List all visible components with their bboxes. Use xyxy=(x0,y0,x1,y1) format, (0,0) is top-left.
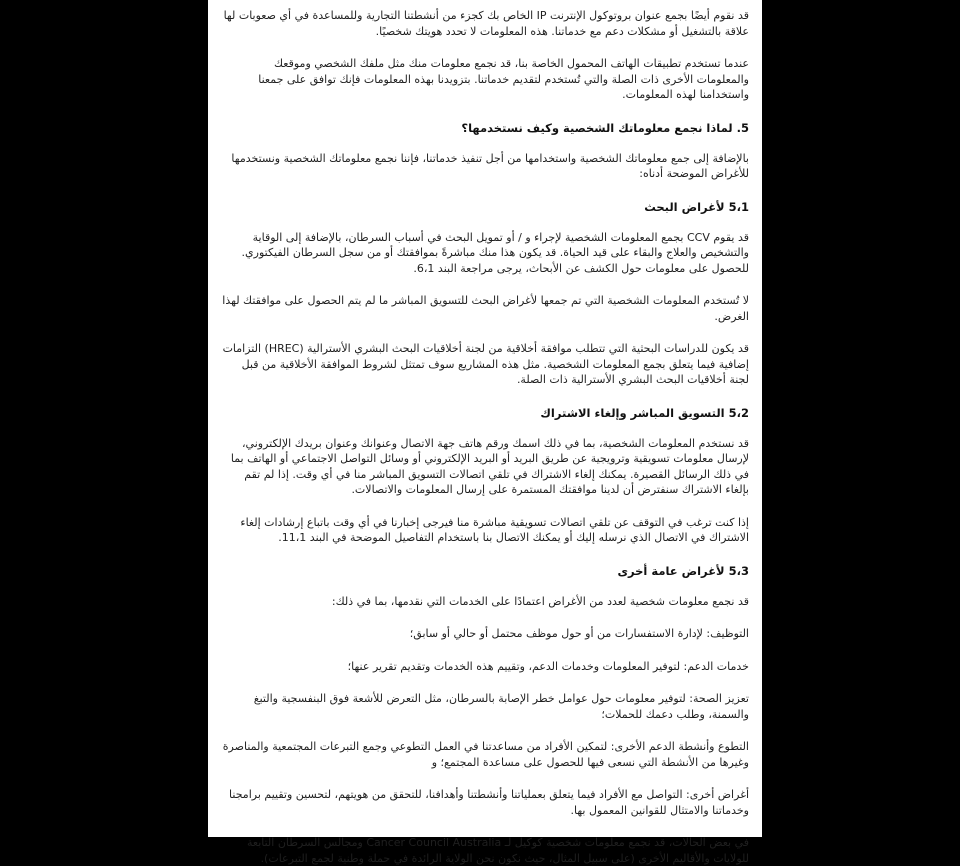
agent-collection-paragraph: في بعض الحالات، قد نجمع معلومات شخصية كوكيل لـ Cancer Council Australia ومجالس السرطان التابعة للولايات والأقاليم الأخرى (على سبيل المثال، حيث نكون نحن الولاية الرائدة في حملة وطنية لجمع التبرعات). xyxy=(246,836,749,865)
research-paragraph-1: قد يقوم CCV بجمع المعلومات الشخصية لإجراء و / أو تمويل البحث في أسباب السرطان، بالإضافة إلى الوقاية والتشخيص والعلاج والبقاء على قيد الحياة. قد يكون هذا منك مباشرةً بموافقتك أو من سجل السرطان الفيكتوري. للحصول على معلومات حول الكشف عن الأبحاث، يرجى مراجعة البند 6،1. xyxy=(241,230,749,275)
purpose-item-health: تعزيز الصحة: لتوفير معلومات حول عوامل خطر الإصابة بالسرطان، مثل التعرض للأشعة فوق البنفسجية والتبغ والسمنة، وطلب دعمك للحملات؛ xyxy=(253,692,749,721)
document-page xyxy=(208,0,762,865)
section-5-intro: بالإضافة إلى جمع معلوماتك الشخصية واستخدامها من أجل تنفيذ خدماتنا، فإننا نجمع معلوماتك الشخصية ونستخدمها للأغراض الموضحة أدناه: xyxy=(231,151,749,180)
purpose-item-support: خدمات الدعم: لتوفير المعلومات وخدمات الدعم، وتقييم هذه الخدمات وتقديم تقرير عنها؛ xyxy=(347,659,749,673)
mobile-apps-paragraph: عندما تستخدم تطبيقات الهاتف المحمول الخاصة بنا، قد نجمع معلومات منك مثل ملفك الشخصي وموقعك والمعلومات الأخرى ذات الصلة والتي تُستخدم لتقديم خدماتنا. بتزويدنا بهذه المعلومات فإنك توافق على جمعنا واستخدامنا لهذه المعلومات. xyxy=(258,57,749,101)
purpose-item-employment: التوظيف: لإدارة الاستفسارات من أو حول موظف محتمل أو حالي أو سابق؛ xyxy=(409,627,749,640)
section-5-3-heading: 5،3 لأغراض عامة أخرى xyxy=(617,563,749,578)
privacy-policy-content xyxy=(208,0,762,866)
general-purposes-intro: قد نجمع معلومات شخصية لعدد من الأغراض اعتمادًا على الخدمات التي نقدمها، بما في ذلك: xyxy=(331,594,749,608)
marketing-paragraph-2: إذا كنت ترغب في التوقف عن تلقي اتصالات تسويقية مباشرة منا فيرجى إخبارنا في أي وقت باتباع إرشادات إلغاء الاشتراك في الاتصال الذي نرسله إليك أو يمكنك الاتصال بنا باستخدام التفاصيل الموضحة في البند 11،1. xyxy=(240,515,749,544)
research-paragraph-3: قد يكون للدراسات البحثية التي تتطلب موافقة أخلاقية من لجنة أخلاقيات البحث البشري الأسترالية (HREC) التزامات إضافية فيما يتعلق بجمع المعلومات الشخصية. مثل هذه المشاريع سوف تمتثل لشروط الموافقة الأخلاقية من قبل لجنة أخلاقيات البحث البشري الأسترالية ذات الصلة. xyxy=(222,342,749,386)
section-5-heading: 5. لماذا نجمع معلوماتك الشخصية وكيف نستخدمها؟ xyxy=(461,120,749,135)
section-5-2-heading: 5،2 التسويق المباشر وإلغاء الاشتراك xyxy=(540,405,749,420)
ip-address-paragraph: قد نقوم أيضًا بجمع عنوان بروتوكول الإنترنت IP الخاص بك كجزء من أنشطتنا التجارية وللمساعدة في أي صعوبات لها علاقة بالتشغيل أو مشكلات دعم مع خدماتنا. هذه المعلومات لا تحدد هويتك شخصيًا. xyxy=(223,9,749,38)
section-5-1-heading: 5،1 لأغراض البحث xyxy=(644,199,749,214)
purpose-item-other: أغراض أخرى: التواصل مع الأفراد فيما يتعلق بعملياتنا وأنشطتنا وأهدافنا، للتحقق من هويتهم، لتحسين وتقييم برامجنا وخدماتنا والامتثال للقوانين المعمول بها. xyxy=(229,788,749,817)
marketing-paragraph-1: قد نستخدم المعلومات الشخصية، بما في ذلك اسمك ورقم هاتف جهة الاتصال وعنوانك وعنوان بريدك الإلكتروني، لإرسال معلومات تسويقية وترويجية عن طريق البريد أو البريد الإلكتروني أو وسائل التواصل الاجتماعي أو الهاتف بما في ذلك الرسائل القصيرة. يمكنك إلغاء الاشتراك في تلقي اتصالات التسويق المباشر منا في أي وقت. إذا لم تقم بإلغاء الاشتراك سنفترض أن لدينا موافقتك المستمرة على إرسال المعلومات والاتصالات. xyxy=(230,436,749,496)
research-paragraph-2: لا تُستخدم المعلومات الشخصية التي تم جمعها لأغراض البحث للتسويق المباشر ما لم يتم الحصول على موافقتك لهذا الغرض. xyxy=(222,294,749,323)
purpose-item-volunteering: التطوع وأنشطة الدعم الأخرى: لتمكين الأفراد من مساعدتنا في العمل التطوعي وجمع التبرعات المجتمعية والمناصرة وغيرها من الأنشطة التي نسعى فيها للحصول على مساعدة المجتمع؛ و xyxy=(222,740,749,769)
